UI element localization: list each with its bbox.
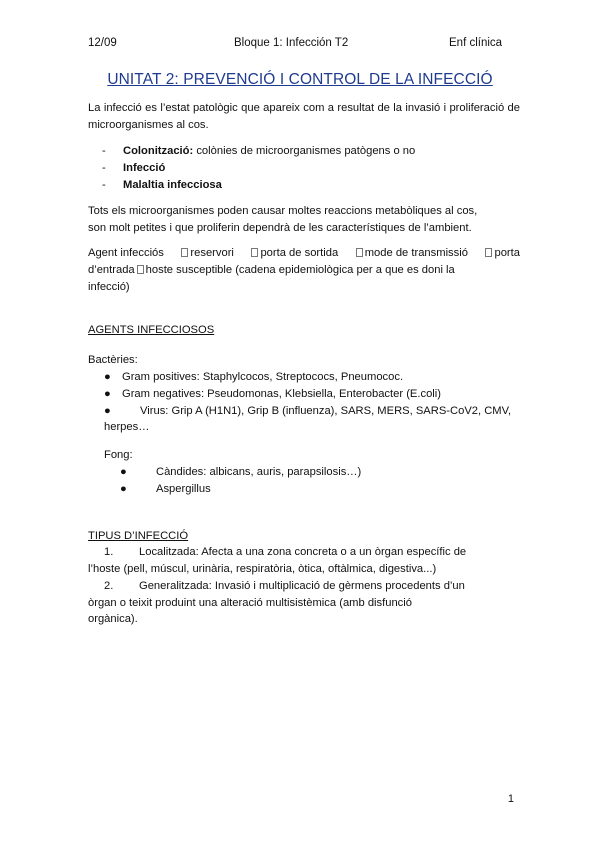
chain-transmission: mode de transmissió	[364, 247, 468, 259]
arrow-placeholder-icon	[485, 248, 492, 257]
list-item-term: Malaltia infecciosa	[123, 179, 222, 191]
chain-exit: porta de sortida	[260, 247, 339, 259]
list-item	[104, 544, 466, 561]
chain-agent: Agent infecciós	[88, 247, 164, 259]
list-item	[104, 578, 465, 595]
chain-line-3: infecció)	[88, 281, 130, 293]
arrow-placeholder-icon	[356, 248, 363, 257]
arrow-placeholder-icon	[251, 248, 258, 257]
chain-reservoir: reservori	[190, 247, 234, 259]
header-block-title: Bloque 1: Infección T2	[234, 37, 349, 49]
list-item-number: 2.	[104, 580, 114, 592]
list-item-text: Càndides: albicans, auris, parapsilosis…)	[156, 466, 362, 478]
chain-line-2	[88, 262, 455, 279]
page-title: UNITAT 2: PREVENCIÓ I CONTROL DE LA INFECCIÓ	[107, 71, 493, 88]
list-item	[104, 386, 441, 403]
list-item-cont: orgànica).	[88, 613, 138, 625]
fong-label: Fong:	[104, 449, 133, 461]
chain-entry: porta	[494, 247, 520, 259]
list-item-term: Infecció	[123, 162, 166, 174]
chain-entry-cont: d’entrada	[88, 264, 135, 276]
list-item	[120, 481, 211, 498]
list-item-text: Localitzada: Afecta a una zona concreta o a un òrgan específic de	[139, 546, 467, 558]
section-heading-tipus: TIPUS D’INFECCIÓ	[88, 530, 189, 542]
chain-host: hoste susceptible (cadena epidemiològica per a que es doni la	[145, 264, 455, 276]
list-item-term: Colonització:	[123, 145, 194, 157]
list-item-text: Generalitzada: Invasió i multiplicació de gèrmens procedents d’un	[139, 580, 465, 592]
list-item-cont: òrgan o teixit produint una alteració multisistèmica (amb disfunció	[88, 597, 412, 609]
list-item	[120, 464, 361, 481]
header-subject: Enf clínica	[449, 37, 503, 49]
list-item-text: colònies de microorganismes patògens o no	[193, 145, 416, 157]
bacteria-label: Bactèries:	[88, 354, 138, 366]
bullet-icon: ●	[104, 371, 111, 383]
list-item-text: Gram positives: Staphylcocos, Streptococs, Pneumococ.	[122, 371, 404, 383]
intro-paragraph: La infecció es l’estat patològic que apareix com a resultat de la invasió i proliferació de microorganismes al cos.	[88, 102, 520, 131]
list-item: - Malaltia infecciosa	[102, 179, 222, 191]
bullet-icon: ●	[120, 466, 127, 478]
list-item-text: Virus: Grip A (H1N1), Grip B (influenza), SARS, MERS, SARS-CoV2, CMV,	[140, 405, 512, 417]
arrow-placeholder-icon	[181, 248, 188, 257]
list-item-number: 1.	[104, 546, 114, 558]
list-item	[104, 369, 403, 386]
list-item: - Infecció	[102, 162, 166, 174]
list-item: - Colonització: colònies de microorganismes patògens o no	[102, 145, 416, 157]
list-item-text: Aspergillus	[156, 483, 211, 495]
list-item-cont: l’hoste (pell, múscul, urinària, respiratòria, òtica, oftàlmica, digestiva...)	[88, 563, 437, 575]
bullet-icon: ●	[104, 388, 111, 400]
arrow-placeholder-icon	[137, 265, 144, 274]
page-number: 1	[507, 793, 514, 805]
list-item-text: Gram negatives: Pseudomonas, Klebsiella, Enterobacter (E.coli)	[122, 388, 441, 400]
list-item	[104, 403, 511, 420]
list-item-cont: herpes…	[104, 421, 150, 433]
paragraph-line: son molt petites i que proliferin dependrà de les característiques de l’ambient.	[88, 222, 472, 234]
bullet-icon: ●	[120, 483, 127, 495]
paragraph-line: Tots els microorganismes poden causar moltes reaccions metabòliques al cos,	[88, 205, 478, 217]
section-heading-agents: AGENTS INFECCIOSOS	[88, 324, 215, 336]
chain-line-1	[88, 245, 520, 262]
bullet-icon: ●	[104, 405, 111, 417]
header-date: 12/09	[88, 37, 117, 49]
